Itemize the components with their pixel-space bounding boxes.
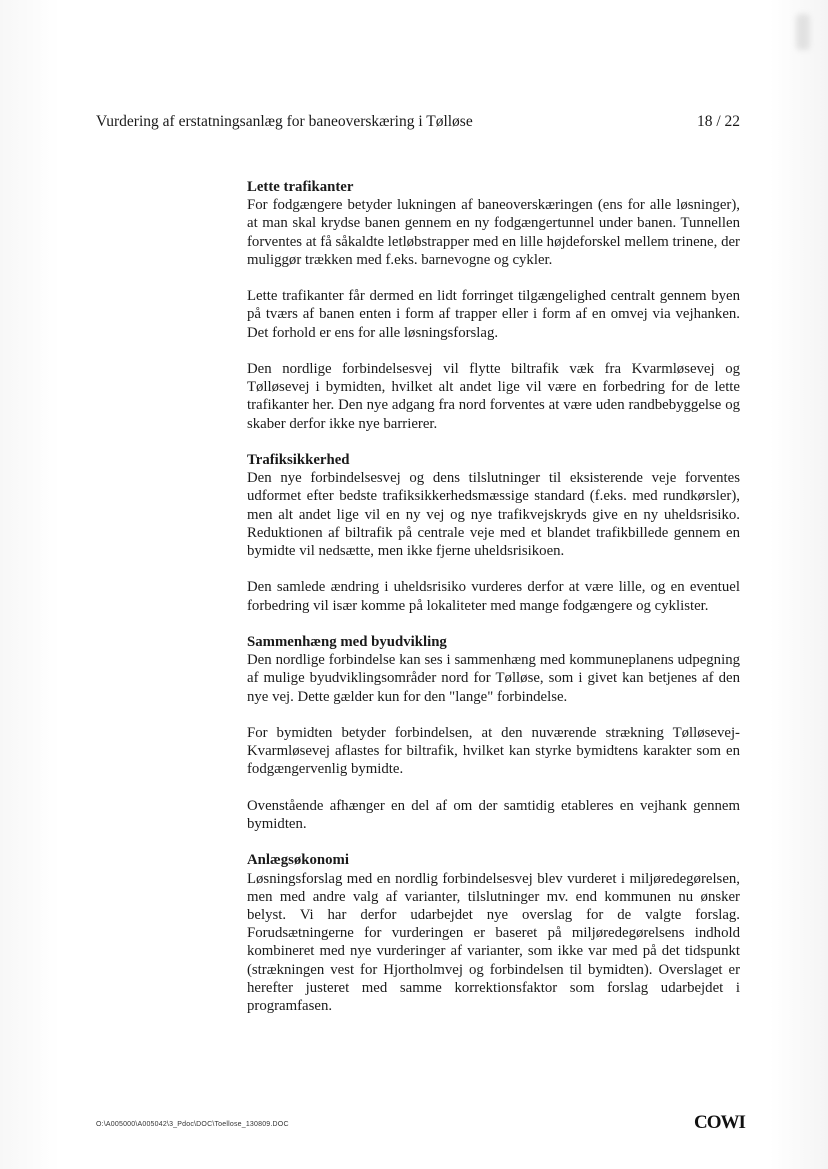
cowi-logo: COWI (694, 1112, 745, 1133)
section-heading: Trafiksikkerhed (247, 452, 350, 468)
paragraph: Lette trafikanter får dermed en lidt forringet tilgængelighed centralt gennem byen på tværs af banen enten i form af trapper eller i form af en omvej via vejhanken. Det forhold er ens for alle løsningsforslag. (247, 288, 740, 341)
page-header (96, 113, 740, 131)
section-sammenhaeng-med-byudvikling (247, 633, 740, 833)
paragraph: Den samlede ændring i uheldsrisiko vurderes derfor at være lille, og en eventuel forbedring vil især komme på lokaliteter med mange fodgængere og cyklister. (247, 579, 740, 614)
paragraph: Løsningsforslag med en nordlig forbindelsesvej blev vurderet i miljøredegørelsen, men med andre valg af varianter, tilslutninger mv. end kommunen nu ønsker belyst. Vi har derfor udarbejdet nye overslag for de valgte forslag. Forudsætningerne for vurderingen er baseret på miljøredegørelsens indhold kombineret med nye vurderinger af varianter, som ikke var med på det tidspunkt (strækningen vest for Hjortholmvej og forbindelsen til bymidten). Overslaget er herefter justeret med samme korrektionsfaktor som forslag udarbejdet i programfasen. (247, 870, 740, 1015)
paragraph: Den nordlige forbindelse kan ses i sammenhæng med kommuneplanens udpegning af mulige byudviklingsområder nord for Tølløse, som i givet kan betjenes af den nye vej. Dette gælder kun for den "lange" forbindelse. (247, 652, 740, 705)
paragraph: Den nordlige forbindelsesvej vil flytte biltrafik væk fra Kvarmløsevej og Tølløsevej i bymidten, hvilket alt andet lige vil være en forbedring for de lette trafikanter her. Den nye adgang fra nord forventes at være uden randbebyggelse og skaber derfor ikke nye barrierer. (247, 361, 740, 432)
paragraph: Ovenstående afhænger en del af om der samtidig etableres en vejhank gennem bymidten. (247, 797, 740, 832)
body-text (247, 178, 740, 1033)
document-title: Vurdering af erstatningsanlæg for baneoverskæring i Tølløse (96, 113, 473, 130)
paragraph: For bymidten betyder forbindelsen, at den nuværende strækning Tølløsevej-Kvarmløsevej aflastes for biltrafik, hvilket kan styrke bymidtens karakter som en fodgængervenlig bymidte. (247, 725, 740, 778)
page-number: 18 / 22 (696, 113, 740, 130)
paragraph: For fodgængere betyder lukningen af baneoverskæringen (ens for alle løsninger), at man skal krydse banen gennem en ny fodgængertunnel under banen. Tunnellen forventes at få såkaldte letløbstrapper med en lille højdeforskel mellem trinene, der muliggør trækken med f.eks. barnevogne og cykler. (247, 197, 740, 268)
file-path: O:\A005000\A005042\3_Pdoc\DOC\Toellose_130809.DOC (96, 1121, 289, 1128)
section-lette-trafikanter (247, 178, 740, 433)
section-heading: Anlægsøkonomi (247, 852, 349, 869)
scan-artifact (796, 14, 810, 50)
section-anlaegsoekonomi (247, 851, 740, 1015)
section-heading: Sammenhæng med byudvikling (247, 634, 447, 650)
paragraph: Den nye forbindelsesvej og dens tilslutninger til eksisterende veje forventes udformet efter bedste trafiksikkerhedsmæssige standard (f.eks. med rundkørsler), men alt andet lige vil en ny vej og nye trafikvejskryds give en ny uheldsrisiko. Reduktionen af biltrafik på centrale veje med et blandet trafikbillede gennem en bymidte vil nedsætte, men ikke fjerne uheldsrisikoen. (247, 470, 740, 560)
section-heading: Lette trafikanter (247, 179, 354, 195)
section-trafiksikkerhed (247, 451, 740, 615)
